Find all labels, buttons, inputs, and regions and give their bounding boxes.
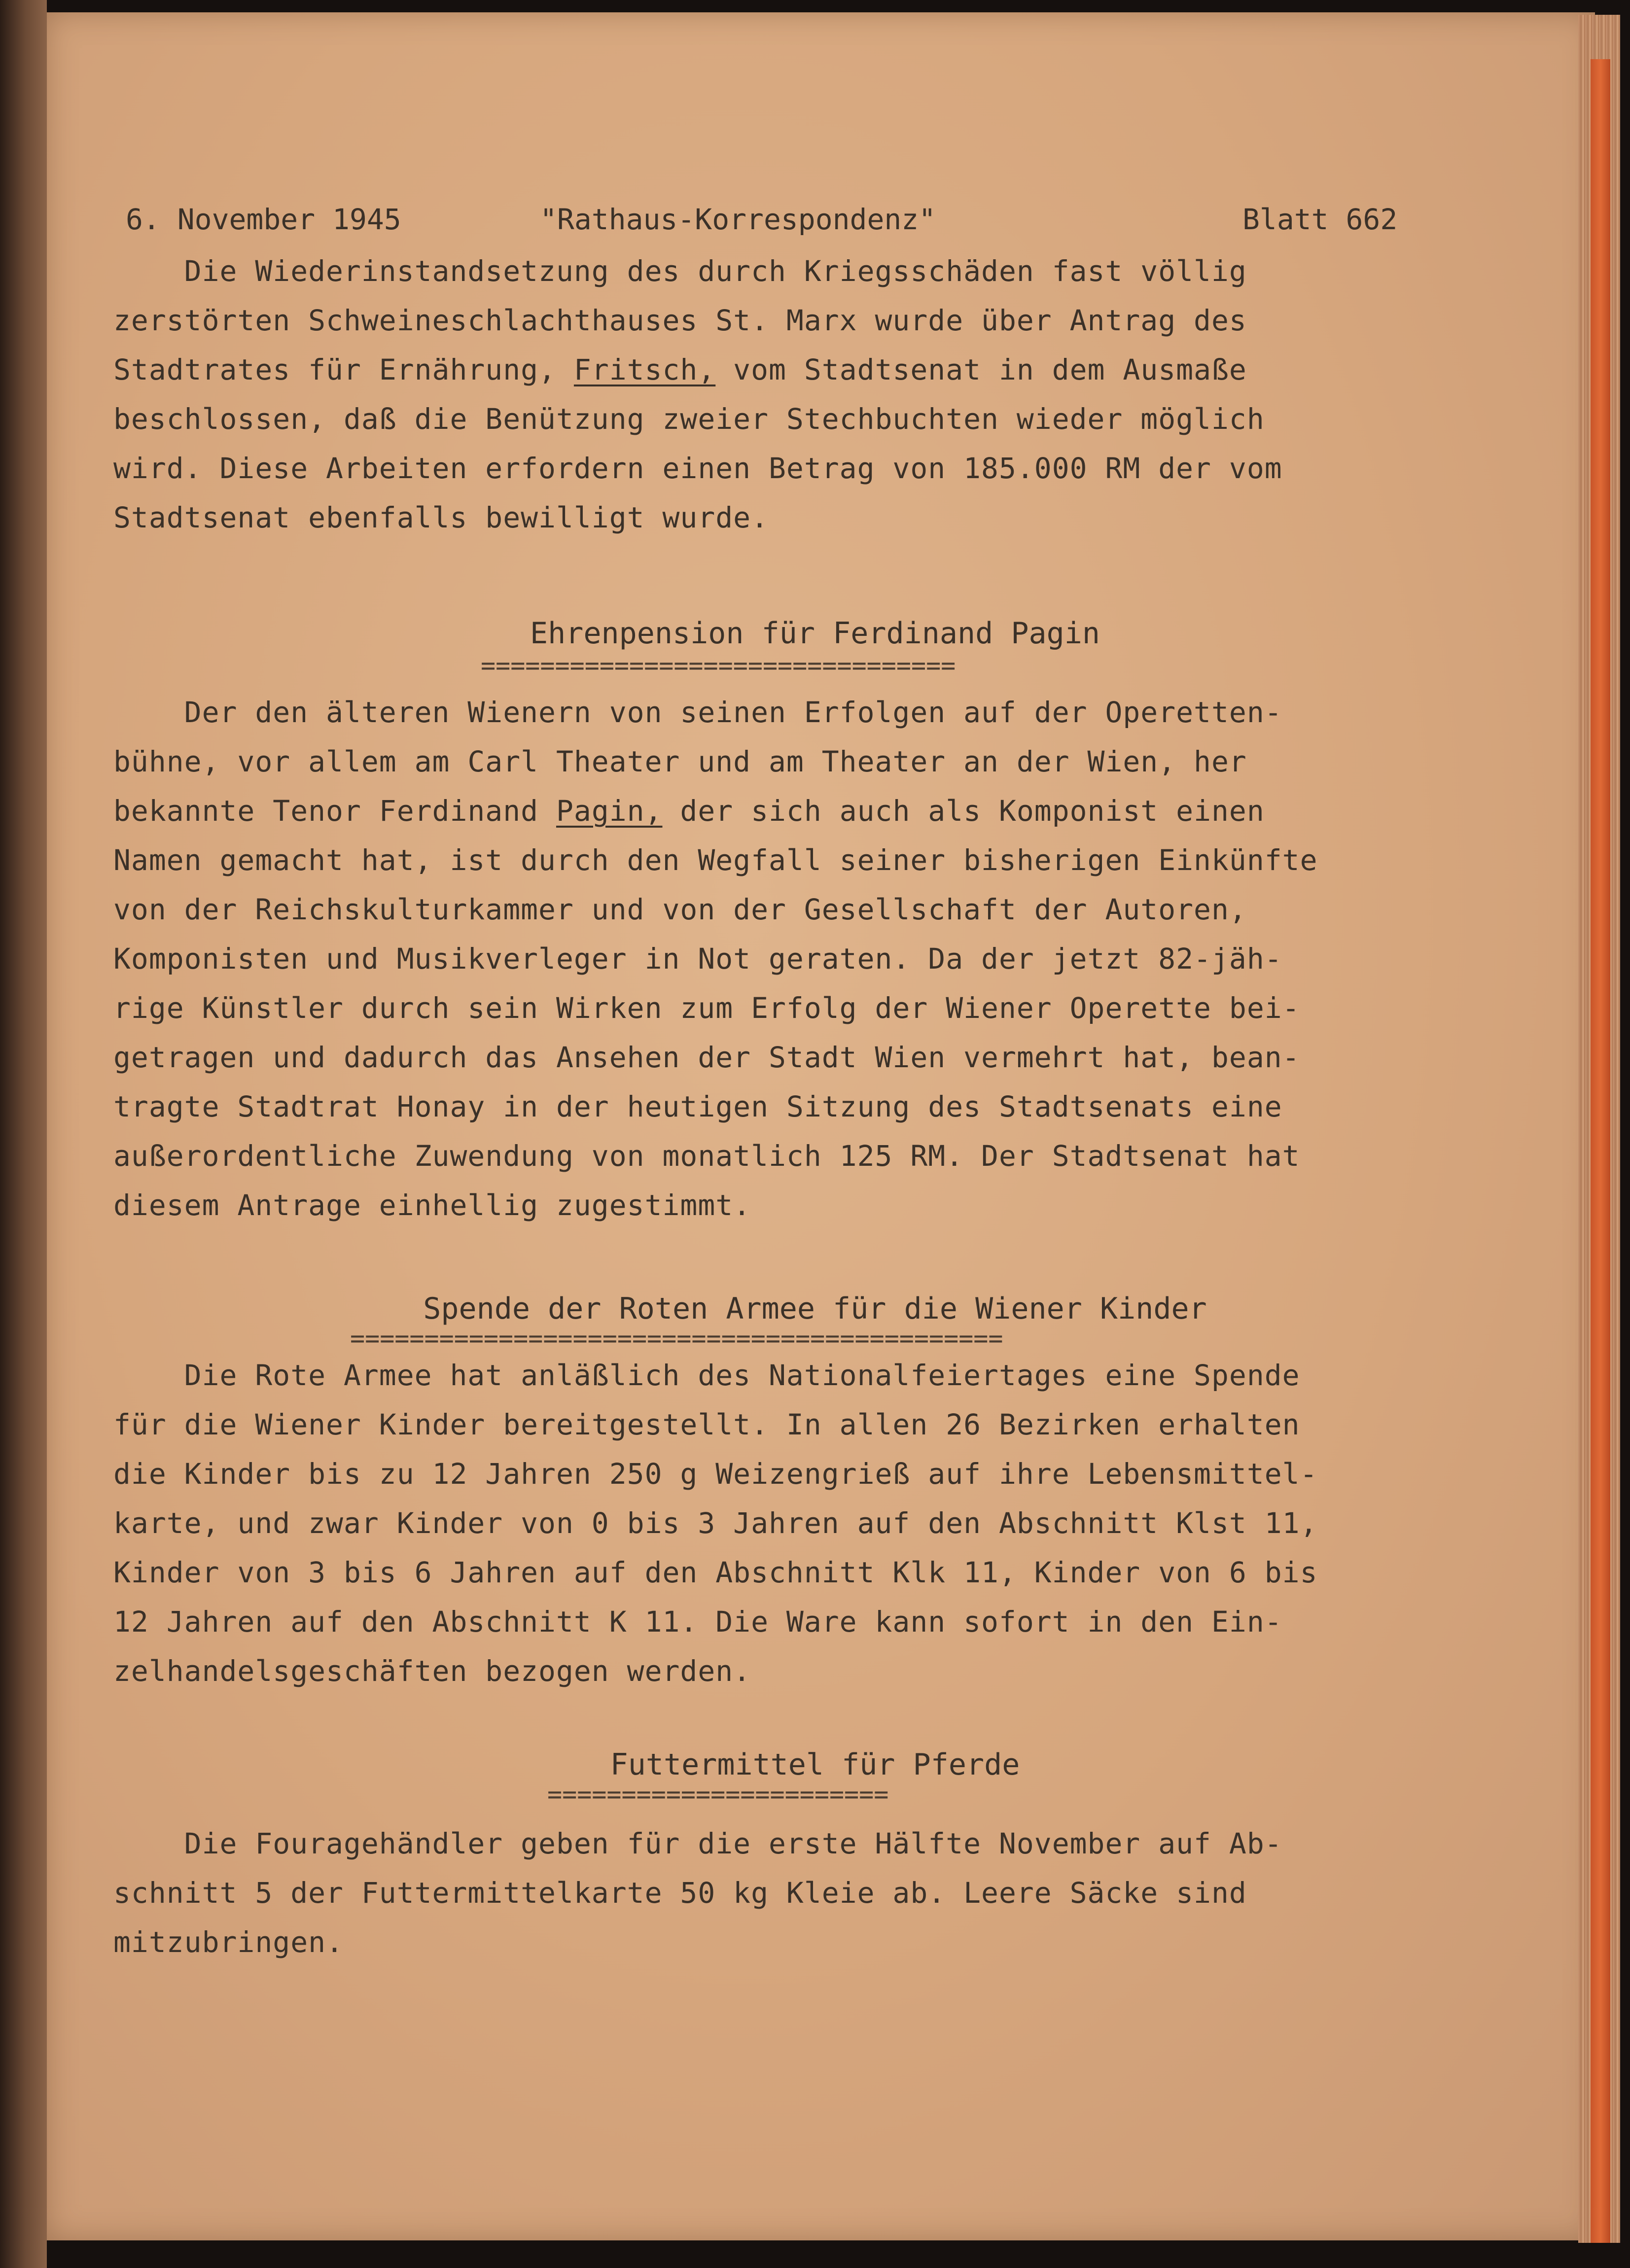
binding-edge <box>0 0 47 2268</box>
heading-spende: Spende der Roten Armee für die Wiener Kinder <box>423 1291 1207 1326</box>
text-line: 12 Jahren auf den Abschnitt K 11. Die Ware kann sofort in den Ein- <box>113 1605 1282 1639</box>
text-segment: vom Stadtsenat in dem Ausmaße <box>715 353 1247 386</box>
text-line-with-name <box>113 345 1494 394</box>
text-line: Komponisten und Musikverleger in Not geraten. Da der jetzt 82-jäh- <box>113 942 1282 976</box>
text-line: tragte Stadtrat Honay in der heutigen Sitzung des Stadtsenats eine <box>113 1090 1282 1123</box>
paragraph-futtermittel <box>113 1819 1494 1967</box>
header-date: 6. November 1945 <box>126 203 401 236</box>
text-segment: Stadtrates für Ernährung, <box>113 353 574 386</box>
text-line: rige Künstler durch sein Wirken zum Erfolg der Wiener Operette bei- <box>113 991 1300 1025</box>
heading-rule: ======================= <box>547 1787 889 1802</box>
text-line: zerstörten Schweineschlachthauses St. Marx wurde über Antrag des <box>113 304 1247 337</box>
text-line: für die Wiener Kinder bereitgestellt. In allen 26 Bezirken erhalten <box>113 1408 1300 1441</box>
text-line: Die Fouragehändler geben für die erste Hälfte November auf Ab- <box>113 1827 1282 1860</box>
heading-rule: ================================ <box>481 658 956 673</box>
text-line: Der den älteren Wienern von seinen Erfolgen auf der Operetten- <box>113 696 1282 729</box>
heading-futtermittel: Futtermittel für Pferde <box>610 1747 1020 1782</box>
paragraph-ehrenpension <box>113 688 1494 1230</box>
text-line: Stadtsenat ebenfalls bewilligt wurde. <box>113 501 769 534</box>
paragraph-schlachthaus <box>113 246 1494 542</box>
text-line: wird. Diese Arbeiten erfordern einen Betrag von 185.000 RM der vom <box>113 452 1282 485</box>
page-header <box>126 195 1427 244</box>
text-line: beschlossen, daß die Benützung zweier Stechbuchten wieder möglich <box>113 402 1265 436</box>
text-line: getragen und dadurch das Ansehen der Stadt Wien vermehrt hat, bean- <box>113 1041 1300 1074</box>
text-line: Die Wiederinstandsetzung des durch Kriegsschäden fast völlig <box>113 254 1247 288</box>
heading-ehrenpension: Ehrenpension für Ferdinand Pagin <box>530 616 1100 651</box>
text-line: schnitt 5 der Futtermittelkarte 50 kg Kleie ab. Leere Säcke sind <box>113 1876 1247 1910</box>
paragraph-spende <box>113 1351 1494 1696</box>
text-line: mitzubringen. <box>113 1925 344 1959</box>
text-line: von der Reichskulturkammer und von der Gesellschaft der Autoren, <box>113 893 1247 926</box>
text-line: außerordentliche Zuwendung von monatlich 125 RM. Der Stadtsenat hat <box>113 1139 1300 1173</box>
text-line: bühne, vor allem am Carl Theater und am Theater an der Wien, her <box>113 745 1247 778</box>
text-line: zelhandelsgeschäften bezogen werden. <box>113 1654 751 1688</box>
text-segment: der sich auch als Komponist einen <box>662 794 1265 828</box>
underlined-name-fritsch: Fritsch, <box>573 353 716 386</box>
underlined-name-pagin: Pagin, <box>556 794 663 828</box>
text-line: Die Rote Armee hat anläßlich des Nationalfeiertages eine Spende <box>113 1359 1300 1392</box>
text-line: karte, und zwar Kinder von 0 bis 3 Jahren auf den Abschnitt Klst 11, <box>113 1506 1318 1540</box>
text-segment: bekannte Tenor Ferdinand <box>113 794 556 828</box>
header-title: "Rathaus-Korrespondenz" <box>540 203 936 236</box>
header-sheet-number: Blatt 662 <box>1242 203 1398 236</box>
text-line: die Kinder bis zu 12 Jahren 250 g Weizengrieß auf ihre Lebensmittel- <box>113 1457 1318 1491</box>
cover-edge <box>1591 59 1610 2243</box>
text-line: diesem Antrage einhellig zugestimmt. <box>113 1188 751 1222</box>
text-line: Kinder von 3 bis 6 Jahren auf den Abschnitt Klk 11, Kinder von 6 bis <box>113 1556 1318 1589</box>
heading-rule: ============================================ <box>350 1331 1003 1346</box>
text-line: Namen gemacht hat, ist durch den Wegfall seiner bisherigen Einkünfte <box>113 843 1318 877</box>
text-line-with-name <box>113 786 1494 836</box>
